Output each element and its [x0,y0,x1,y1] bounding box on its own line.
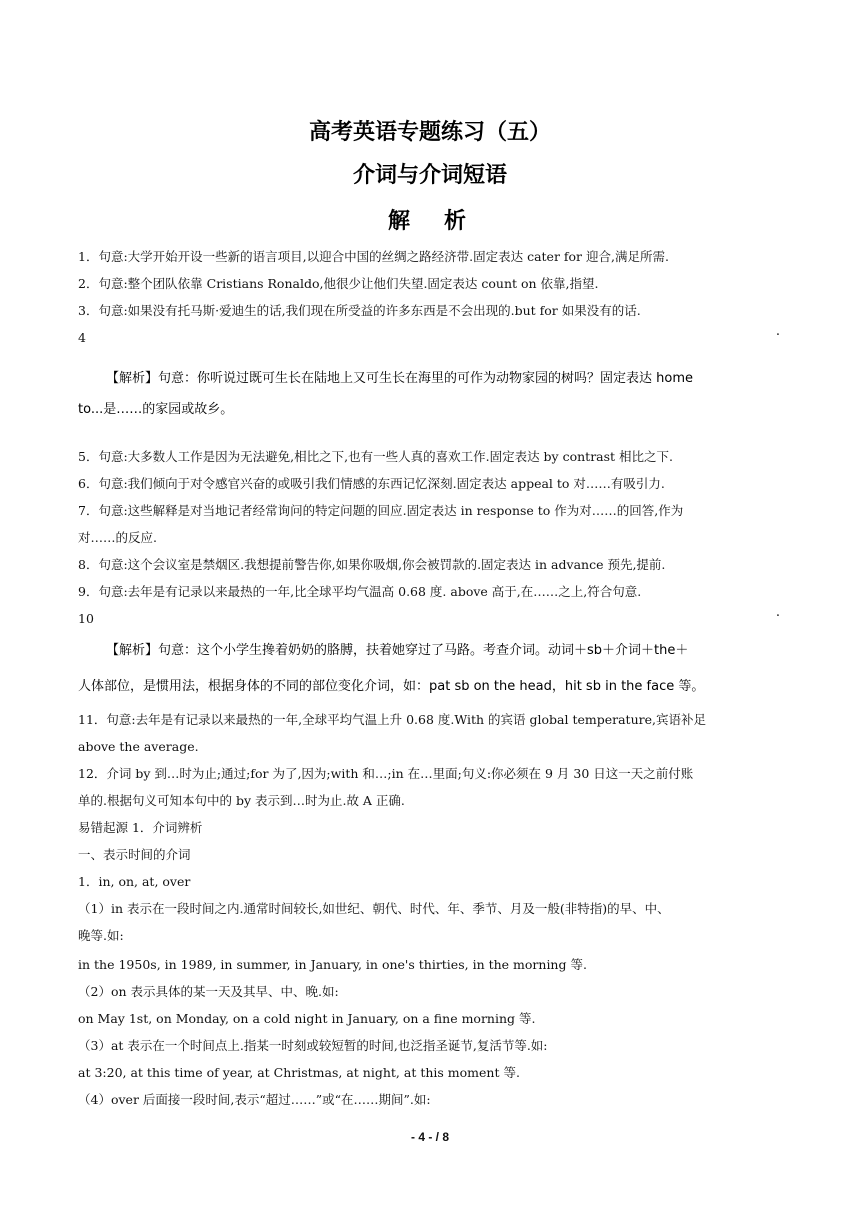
section-error-source: 易错起源 1．介词辨析 [78,820,203,835]
section-heading: 解 析 [387,209,472,234]
answer-10-dot: . [775,605,780,620]
answer-6: 6．句意:我们倾向于对令感官兴奋的或吸引我们情感的东西记忆深刻.固定表达 appeal to 对……有吸引力. [78,476,665,491]
answer-12-cont: 单的.根据句义可知本句中的 by 表示到…时为止.故 A 正确. [78,793,405,808]
document-subtitle: 介词与介词短语 [352,163,507,188]
page-number: - 4 - / 8 [410,1130,449,1144]
rule-on: （2）on 表示具体的某一天及其早、中、晚.如: [78,984,339,999]
rule-at: （3）at 表示在一个时间点上.指某一时刻或较短暂的时间,也泛指圣诞节,复活节等.如: [78,1038,548,1053]
answer-5: 5．句意:大多数人工作是因为无法避免,相比之下,也有一些人真的喜欢工作.固定表达 by contrast 相比之下. [78,449,674,464]
answer-8: 8．句意:这个会议室是禁烟区.我想提前警告你,如果你吸烟,你会被罚款的.固定表达 in advance 预先,提前. [78,557,666,572]
example-at: at 3:20, at this time of year, at Christmas, at night, at this moment 等. [78,1065,520,1080]
answer-10-analysis: 【解析】句意：这个小学生搀着奶奶的胳膊，扶着她穿过了马路。考查介词。动词＋sb＋介词＋the＋ [106,643,689,658]
answer-11: 11．句意:去年是有记录以来最热的一年,全球平均气温上升 0.68 度.With 的宾语 global temperature,宾语补足 [78,712,706,727]
document-title: 高考英语专题练习（五） [308,120,551,145]
answer-3: 3．句意:如果没有托马斯·爱迪生的话,我们现在所受益的许多东西是不会出现的.but for 如果没有的话. [78,303,641,318]
answer-4-analysis: 【解析】句意：你听说过既可生长在陆地上又可生长在海里的可作为动物家园的树吗？固定表达 home [106,371,693,386]
answer-4-number: 4 [78,330,86,345]
answer-4-dot: . [775,324,780,339]
answer-11-cont: above the average. [78,739,199,754]
answer-7-cont: 对……的反应. [78,530,157,545]
item-in-on-at-over: 1．in, on, at, over [78,874,191,889]
answer-12: 12．介词 by 到…时为止;通过;for 为了,因为;with 和…;in 在…里面;句义:你必须在 9 月 30 日这一天之前付账 [78,766,694,781]
answer-7: 7．句意:这些解释是对当地记者经常询问的特定问题的回应.固定表达 in response to 作为对……的回答,作为 [78,503,684,518]
answer-10-analysis-cont: 人体部位，是惯用法，根据身体的不同的部位变化介词，如：pat sb on the head，hit sb in the face 等。 [78,679,705,694]
answer-9: 9．句意:去年是有记录以来最热的一年,比全球平均气温高 0.68 度. above 高于,在……之上,符合句意. [78,584,642,599]
subsection-time-prepositions: 一、表示时间的介词 [78,847,191,862]
rule-over: （4）over 后面接一段时间,表示“超过……”或“在……期间”.如: [78,1092,431,1107]
answer-1: 1．句意:大学开始开设一些新的语言项目,以迎合中国的丝绸之路经济带.固定表达 cater for 迎合,满足所需. [78,249,669,264]
example-in: in the 1950s, in 1989, in summer, in January, in one's thirties, in the morning 等. [78,957,587,972]
rule-in-cont: 晚等.如: [78,928,124,943]
answer-10-number: 10 [78,611,94,626]
example-on: on May 1st, on Monday, on a cold night in January, on a fine morning 等. [78,1011,536,1026]
answer-4-analysis-cont: to...是……的家园或故乡。 [78,402,234,417]
rule-in: （1）in 表示在一段时间之内.通常时间较长,如世纪、朝代、时代、年、季节、月及一般(非特指)的早、中、 [78,901,670,916]
answer-2: 2．句意:整个团队依靠 Cristians Ronaldo,他很少让他们失望.固定表达 count on 依靠,指望. [78,276,599,291]
